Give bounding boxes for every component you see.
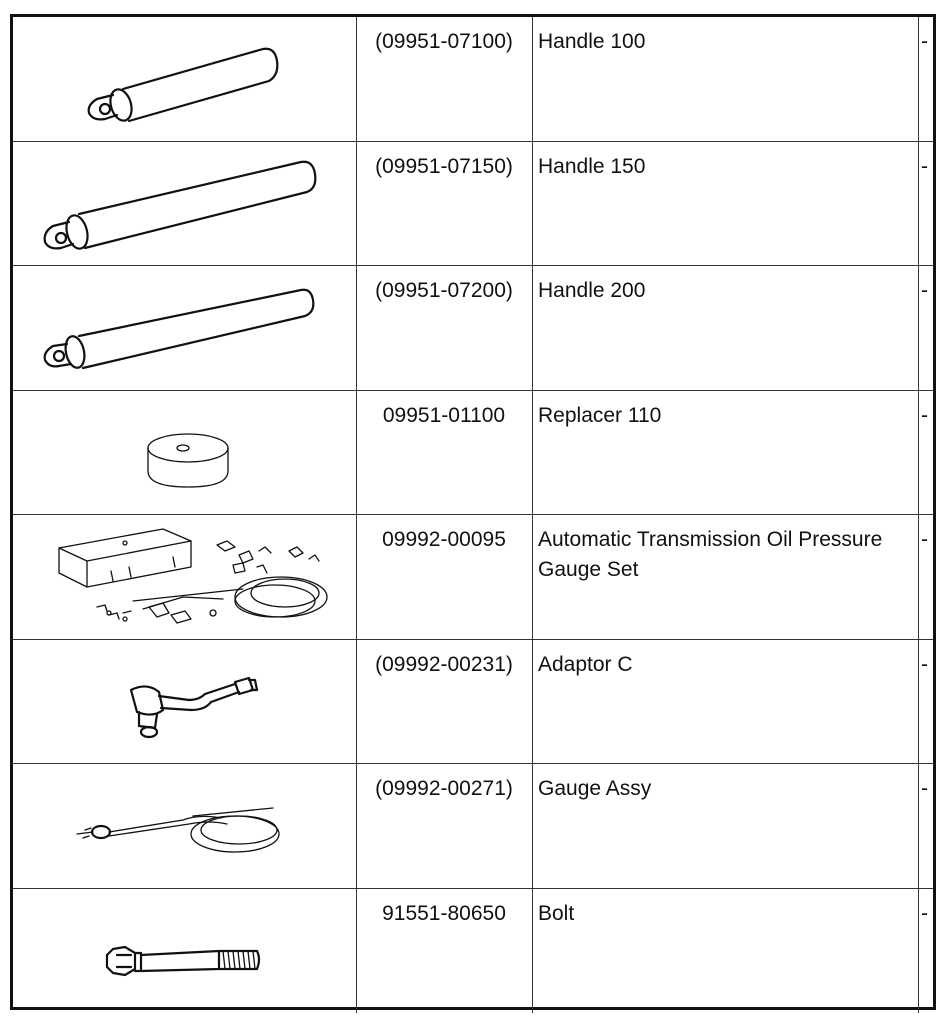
tool-illustration-cell: [13, 764, 356, 888]
part-name: Bolt: [538, 901, 575, 925]
gauge-assy-icon: [13, 764, 356, 888]
note-dash: -: [921, 279, 928, 302]
bolt-icon: [13, 889, 356, 1013]
table-row: [13, 142, 933, 267]
table-row: [13, 640, 933, 765]
table-row: [13, 764, 933, 889]
tool-illustration-cell: [13, 640, 356, 764]
handle-150-icon: [13, 142, 356, 266]
part-name: Gauge Assy: [538, 777, 652, 800]
part-number: (09992-00231): [375, 652, 513, 676]
part-number: 91551-80650: [382, 901, 506, 925]
tool-illustration-cell: [13, 515, 356, 639]
part-number: 09951-01100: [382, 403, 506, 427]
tool-illustration-cell: [13, 391, 356, 515]
part-name: Handle 150: [538, 154, 646, 178]
note-dash: -: [921, 652, 928, 676]
note-dash: -: [921, 528, 928, 551]
note-dash: -: [921, 403, 928, 427]
part-number: (09951-07200): [375, 279, 513, 302]
note-dash: -: [921, 30, 928, 53]
handle-100-icon: [13, 17, 356, 141]
gauge-set-icon: [13, 515, 356, 639]
adaptor-icon: [13, 640, 356, 764]
part-name: Handle 100: [538, 30, 646, 53]
tool-illustration-cell: [13, 889, 356, 1014]
table-row: [13, 515, 933, 640]
handle-200-icon: [13, 266, 356, 390]
tool-illustration-cell: [13, 266, 356, 390]
tool-illustration-cell: [13, 142, 356, 266]
part-number: (09951-07150): [375, 154, 513, 178]
replacer-disc-icon: [13, 391, 356, 515]
table-row: [13, 889, 933, 1014]
special-tools-table: [10, 14, 936, 1010]
note-dash: -: [921, 901, 928, 925]
table-row: [13, 17, 933, 142]
part-name: Adaptor C: [538, 652, 633, 676]
table-row: [13, 391, 933, 516]
part-number: (09951-07100): [375, 30, 513, 53]
part-name: Replacer 110: [538, 403, 662, 427]
note-dash: -: [921, 154, 928, 178]
note-dash: -: [921, 777, 928, 800]
part-name: Handle 200: [538, 279, 646, 302]
part-name: Automatic Transmission Oil Pressure Gauge Set: [538, 528, 883, 581]
part-number: 09992-00095: [382, 528, 506, 551]
part-number: (09992-00271): [375, 777, 513, 800]
table-row: [13, 266, 933, 391]
tool-illustration-cell: [13, 17, 356, 141]
